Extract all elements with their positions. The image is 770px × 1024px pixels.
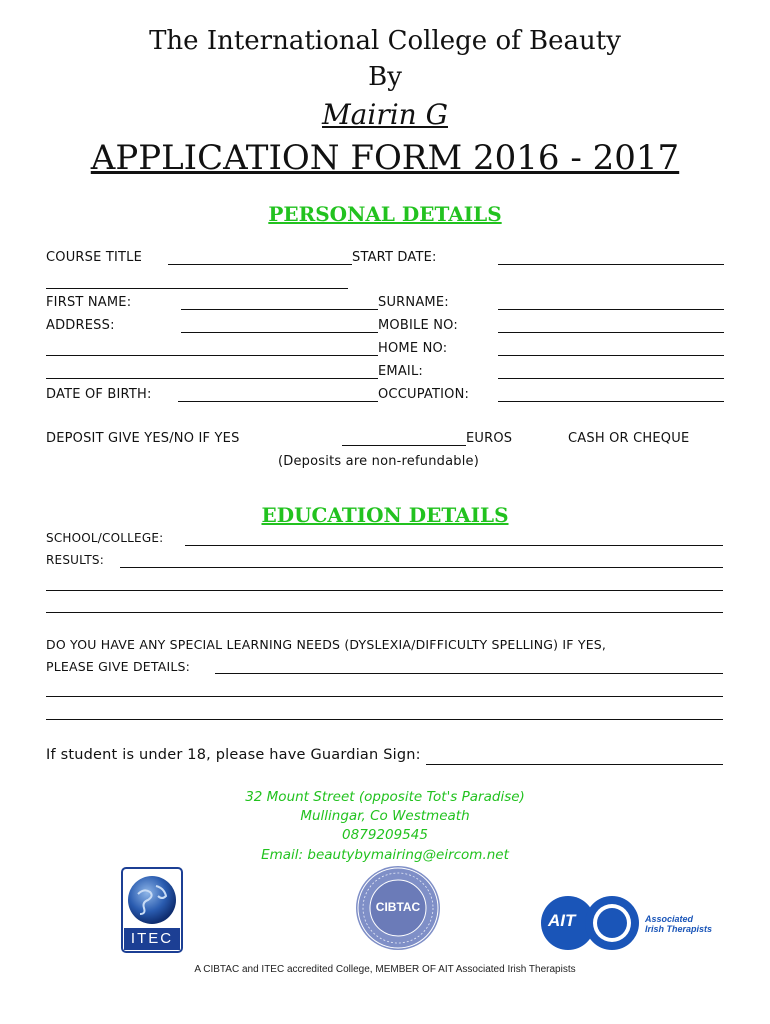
email-label: EMAIL: xyxy=(378,364,423,379)
mobile-label: MOBILE NO: xyxy=(378,318,458,333)
cash-cheque-label: CASH OR CHEQUE xyxy=(568,431,690,446)
school-label: SCHOOL/COLLEGE: xyxy=(46,531,164,545)
dob-field[interactable] xyxy=(178,401,378,402)
cibtac-logo-text: CIBTAC xyxy=(375,900,421,914)
results-label: RESULTS: xyxy=(46,553,104,567)
special-needs-field-3[interactable] xyxy=(46,719,723,720)
school-field[interactable] xyxy=(185,545,723,546)
course-title-field[interactable] xyxy=(168,264,352,265)
address-phone: 0879209545 xyxy=(342,827,428,843)
special-needs-field-1[interactable] xyxy=(215,673,723,674)
home-label: HOME NO: xyxy=(378,341,448,356)
please-give-label: PLEASE GIVE DETAILS: xyxy=(46,659,191,674)
results-field-1[interactable] xyxy=(120,567,723,568)
first-name-field[interactable] xyxy=(181,309,378,310)
dob-label: DATE OF BIRTH: xyxy=(46,387,152,402)
ait-name-line-2: Irish Therapists xyxy=(645,924,713,934)
email-field[interactable] xyxy=(498,378,724,379)
occupation-field[interactable] xyxy=(498,401,724,402)
college-name: The International College of Beauty xyxy=(149,26,621,56)
address-email: Email: beautybymairing@eircom.net xyxy=(261,847,509,863)
deposit-note: (Deposits are non-refundable) xyxy=(278,454,480,469)
home-field[interactable] xyxy=(498,355,724,356)
address-line-1: 32 Mount Street (opposite Tot's Paradise) xyxy=(245,789,525,805)
special-needs-field-2[interactable] xyxy=(46,696,723,697)
course-title-label: COURSE TITLE xyxy=(46,250,143,265)
address-field-3[interactable] xyxy=(46,378,378,379)
surname-field[interactable] xyxy=(498,309,724,310)
results-field-2[interactable] xyxy=(46,590,723,591)
address-field-2[interactable] xyxy=(46,355,378,356)
itec-logo-text: ITEC xyxy=(130,930,174,947)
start-date-label: START DATE: xyxy=(352,250,437,265)
surname-label: SURNAME: xyxy=(378,295,449,310)
results-field-3[interactable] xyxy=(46,612,723,613)
address-label: ADDRESS: xyxy=(46,318,115,333)
form-title: APPLICATION FORM 2016 - 2017 xyxy=(90,138,680,178)
course-title-extra-field[interactable] xyxy=(46,288,348,289)
by-line: By xyxy=(368,62,402,92)
personal-details-heading: PERSONAL DETAILS xyxy=(268,202,502,226)
footer-accreditation: A CIBTAC and ITEC accredited College, MEMBER OF AIT Associated Irish Therapists xyxy=(194,964,576,975)
ait-logo-text: AIT xyxy=(548,911,576,930)
deposit-label: DEPOSIT GIVE YES/NO IF YES xyxy=(46,431,240,446)
ait-logo xyxy=(540,894,720,952)
mobile-field[interactable] xyxy=(498,332,724,333)
deposit-amount-field[interactable] xyxy=(342,445,466,446)
guardian-sign-field[interactable] xyxy=(426,764,723,765)
ait-logo-name xyxy=(645,914,712,934)
owner-name: Mairin G xyxy=(322,98,448,131)
education-details-heading: EDUCATION DETAILS xyxy=(261,503,509,527)
ait-name-line-1: Associated xyxy=(645,914,694,924)
occupation-label: OCCUPATION: xyxy=(378,387,470,402)
first-name-label: FIRST NAME: xyxy=(46,295,132,310)
address-line-2: Mullingar, Co Westmeath xyxy=(300,808,470,824)
start-date-field[interactable] xyxy=(498,264,724,265)
cibtac-logo xyxy=(355,862,441,954)
guardian-sign-label: If student is under 18, please have Guardian Sign: xyxy=(46,747,421,763)
address-field-1[interactable] xyxy=(181,332,378,333)
special-needs-label: DO YOU HAVE ANY SPECIAL LEARNING NEEDS (DYSLEXIA/DIFFICULTY SPELLING) IF YES, xyxy=(46,637,607,652)
itec-logo xyxy=(120,866,184,954)
euros-label: EUROS xyxy=(466,431,513,446)
